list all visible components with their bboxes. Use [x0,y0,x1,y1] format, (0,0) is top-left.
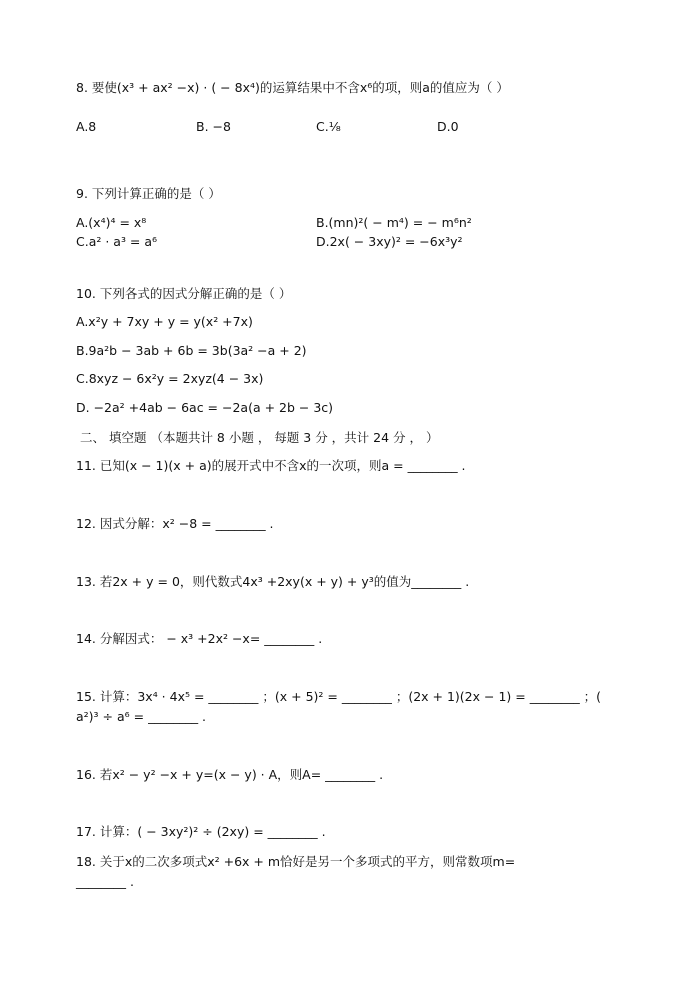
question-13: 13. 若2x + y = 0，则代数式4x³ +2xy(x + y) + y³的值为________ . [76,574,470,589]
question-10-option-c: C.8xyz − 6x²y = 2xyz(4 − 3x) [76,371,264,386]
question-11: 11. 已知(x − 1)(x + a)的展开式中不含x的一次项，则a = ________ . [76,458,466,473]
question-14: 14. 分解因式： − x³ +2x² −x= ________ . [76,631,323,646]
question-16: 16. 若x² − y² −x + y=(x − y) · A，则A= ________ . [76,767,384,782]
question-9-option-c: C.a² · a³ = a⁶ [76,234,158,249]
question-10-option-d: D. −2a² +4ab − 6ac = −2a(a + 2b − 3c) [76,400,334,415]
question-10-option-a: A.x²y + 7xy + y = y(x² +7x) [76,314,253,329]
question-17: 17. 计算：( − 3xy²)² ÷ (2xy) = ________ . [76,824,326,839]
question-18-line-2: ________ . [76,874,134,889]
question-9-stem: 9. 下列计算正确的是（ ） [76,186,221,201]
section-heading-fill-blank: 二、 填空题 （本题共计 8 小题 ， 每题 3 分 ，共计 24 分 ， ） [80,430,439,445]
question-8-option-c: C.¹⁄₈ [316,119,341,134]
question-9-option-d: D.2x( − 3xy)² = −6x³y² [316,234,463,249]
question-15-line-2: a²)³ ÷ a⁶ = ________ . [76,709,207,724]
question-9-option-a: A.(x⁴)⁴ = x⁸ [76,215,147,230]
question-8-option-b: B. −8 [196,119,231,134]
question-9-option-b: B.(mn)²( − m⁴) = − m⁶n² [316,215,472,230]
question-12: 12. 因式分解：x² −8 = ________ . [76,516,274,531]
question-15-line-1: 15. 计算：3x⁴ · 4x⁵ = ________ ；(x + 5)² = ________ ；(2x + 1)(2x − 1) = ________ ；( [76,689,602,704]
question-8-option-d: D.0 [437,119,459,134]
question-10-option-b: B.9a²b − 3ab + 6b = 3b(3a² −a + 2) [76,343,307,358]
question-10-stem: 10. 下列各式的因式分解正确的是（ ） [76,286,292,301]
question-8-stem: 8. 要使(x³ + ax² −x) · ( − 8x⁴)的运算结果中不含x⁶的项，则a的值应为（ ） [76,80,509,95]
question-18-line-1: 18. 关于x的二次多项式x² +6x + m恰好是另一个多项式的平方，则常数项m= [76,854,516,869]
question-8-option-a: A.8 [76,119,97,134]
